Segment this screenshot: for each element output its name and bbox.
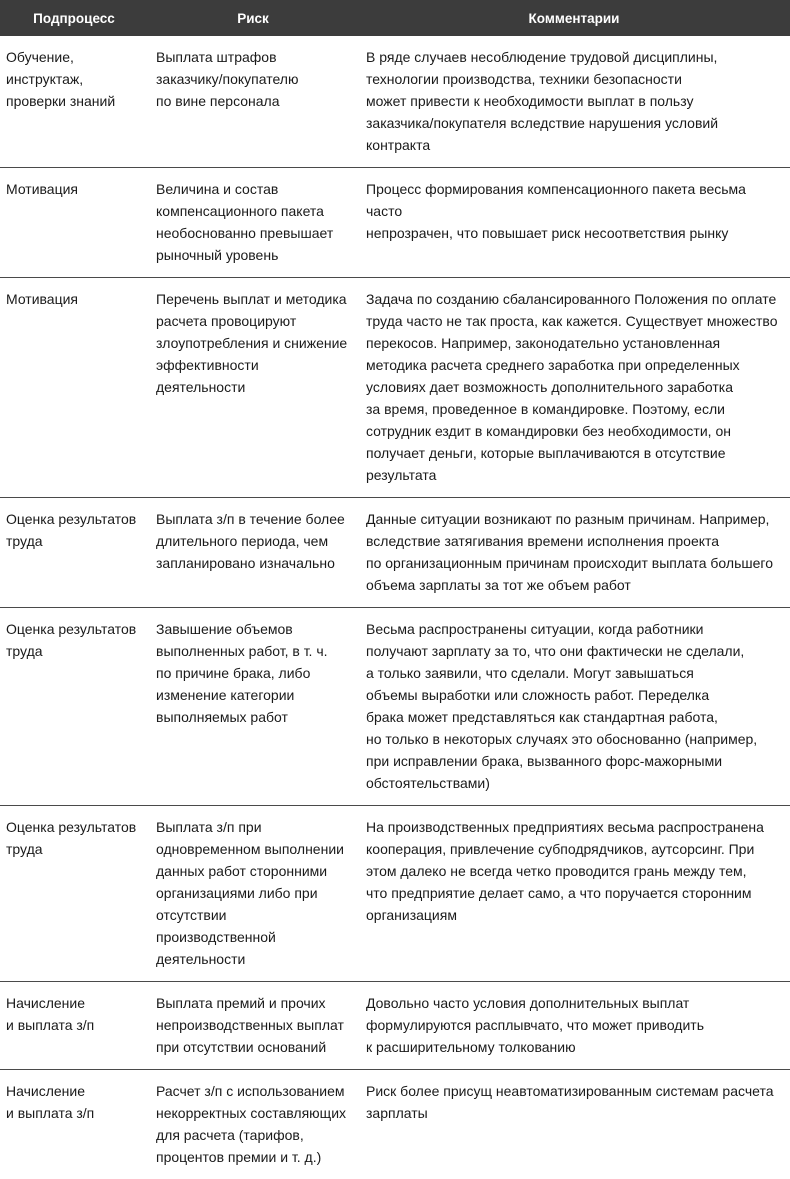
table-body (0, 36, 790, 1179)
cell-risk: Расчет з/п с использованием некорректных составляющих для расчета (тарифов, процентов премии и т. д.) (148, 1070, 358, 1179)
cell-subprocess: Оценка результатов труда (0, 498, 148, 608)
cell-risk: Перечень выплат и методика расчета провоцируют злоупотребления и снижение эффективности деятельности (148, 278, 358, 498)
header-row (0, 0, 790, 36)
cell-comment: Процесс формирования компенсационного пакета весьма часто непрозрачен, что повышает риск несоответствия рынку (358, 168, 790, 278)
cell-comment: Весьма распространены ситуации, когда работники получают зарплату за то, что они фактически не сделали, а только заявили, что сделали. Могут завышаться объемы выработки или сложность работ. Переделка брака может представляться как стандартная работа, но только в некоторых случаях это обоснованно (например, при исправлении брака, вызванного форс-мажорными обстоятельствами) (358, 608, 790, 806)
table-row (0, 982, 790, 1070)
table-header (0, 0, 790, 36)
cell-subprocess: Оценка результатов труда (0, 806, 148, 982)
table-row (0, 608, 790, 806)
cell-comment: Задача по созданию сбалансированного Положения по оплате труда часто не так проста, как кажется. Существует множество перекосов. Например, законодательно установленная методика расчета среднего заработка при определенных условиях дает возможность дополнительного заработка за время, проведенное в командировке. Поэтому, если сотрудник ездит в командировки без необходимости, он получает деньги, которые выплачиваются в отсутствие результата (358, 278, 790, 498)
cell-subprocess: Начисление и выплата з/п (0, 982, 148, 1070)
cell-comment: На производственных предприятиях весьма распространена кооперация, привлечение субподрядчиков, аутсорсинг. При этом далеко не всегда четко проводится грань между тем, что предприятие делает само, а что поручается сторонним организациям (358, 806, 790, 982)
cell-comment: Довольно часто условия дополнительных выплат формулируются расплывчато, что может приводить к расширительному толкованию (358, 982, 790, 1070)
cell-comment: Риск более присущ неавтоматизированным системам расчета зарплаты (358, 1070, 790, 1179)
header-risk: Риск (148, 0, 358, 36)
header-comments: Комментарии (358, 0, 790, 36)
cell-comment: В ряде случаев несоблюдение трудовой дисциплины, технологии производства, техники безопасности может привести к необходимости выплат в пользу заказчика/покупателя вследствие нарушения условий контракта (358, 36, 790, 168)
header-subprocess: Подпроцесс (0, 0, 148, 36)
table-row (0, 498, 790, 608)
table-row (0, 278, 790, 498)
cell-risk: Выплата з/п в течение более длительного периода, чем запланировано изначально (148, 498, 358, 608)
cell-risk: Выплата з/п при одновременном выполнении данных работ сторонними организациями либо при отсутствии производственной деятельности (148, 806, 358, 982)
table-row (0, 1070, 790, 1179)
cell-subprocess: Мотивация (0, 278, 148, 498)
cell-subprocess: Начисление и выплата з/п (0, 1070, 148, 1179)
cell-risk: Выплата штрафов заказчику/покупателю по вине персонала (148, 36, 358, 168)
table-row (0, 36, 790, 168)
table-row (0, 168, 790, 278)
table-row (0, 806, 790, 982)
cell-risk: Завышение объемов выполненных работ, в т. ч. по причине брака, либо изменение категории выполняемых работ (148, 608, 358, 806)
cell-risk: Величина и состав компенсационного пакета необоснованно превышает рыночный уровень (148, 168, 358, 278)
cell-subprocess: Мотивация (0, 168, 148, 278)
cell-subprocess: Обучение, инструктаж, проверки знаний (0, 36, 148, 168)
cell-subprocess: Оценка результатов труда (0, 608, 148, 806)
cell-comment: Данные ситуации возникают по разным причинам. Например, вследствие затягивания времени исполнения проекта по организационным причинам происходит выплата большего объема зарплаты за тот же объем работ (358, 498, 790, 608)
cell-risk: Выплата премий и прочих непроизводственных выплат при отсутствии оснований (148, 982, 358, 1070)
